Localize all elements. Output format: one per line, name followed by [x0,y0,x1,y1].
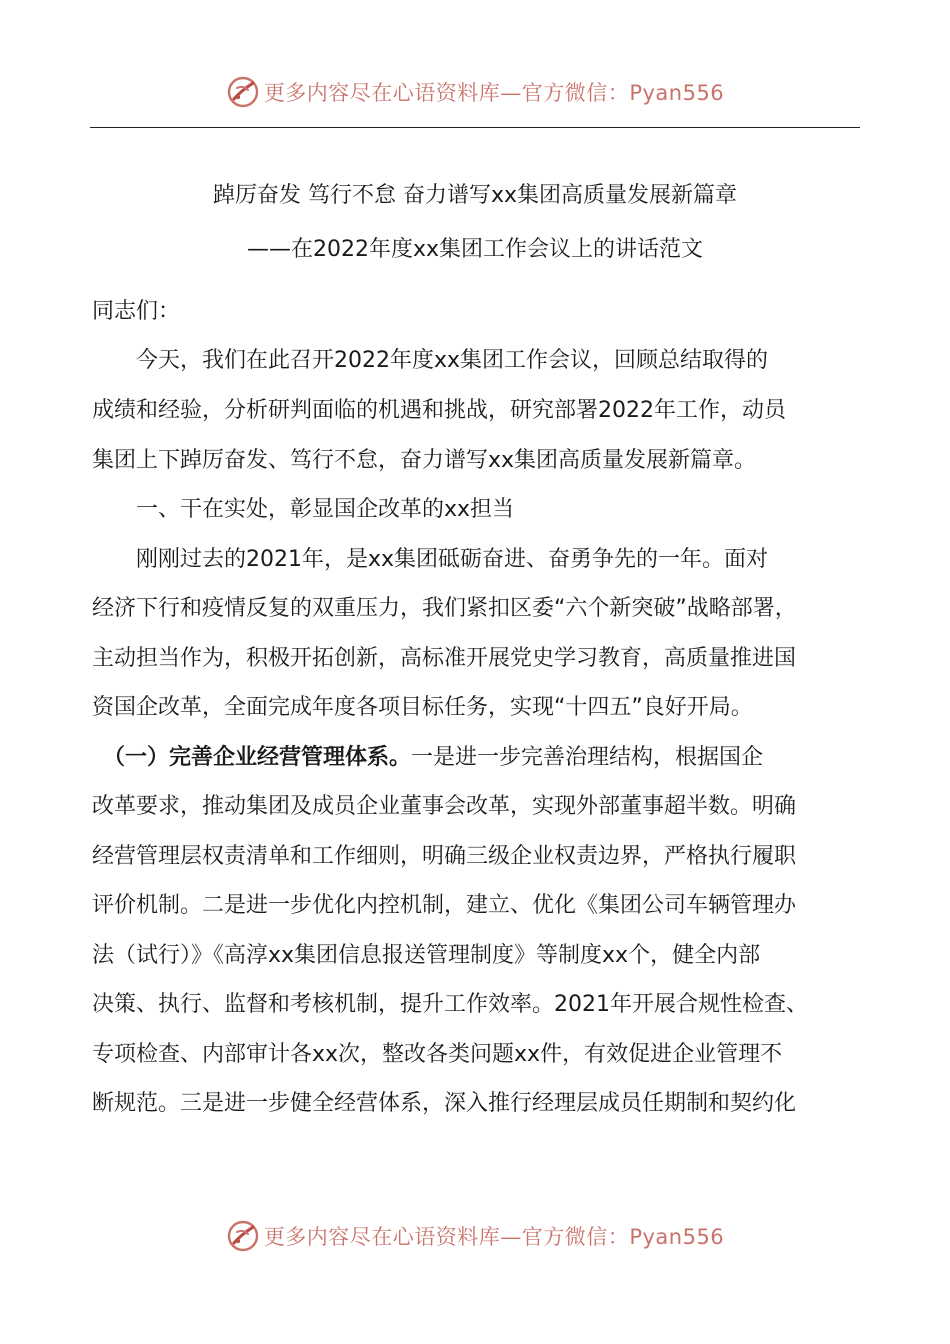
subsection-line [92,743,763,773]
body-line-4: 刚刚过去的2021年，是xx集团砥砺奋进、奋勇争先的一年。面对 [92,547,769,572]
body-line-3: 集团上下踔厉奋发、笃行不怠，奋力谱写xx集团高质量发展新篇章。 [92,448,757,473]
body-line-10: 评价机制。二是进一步优化内控机制，建立、优化《集团公司车辆管理办 [92,893,797,918]
subsection-heading: （一）完善企业经营管理体系。 [92,745,412,770]
body-line-5: 经济下行和疫情反复的双重压力，我们紧扣区委“六个新突破”战略部署， [92,596,797,621]
body-line-7: 资国企改革，全面完成年度各项目标任务，实现“十四五”良好开局。 [92,695,753,720]
watermark-label: 更多内容尽在心语资料库—官方微信： [263,81,630,105]
body-line-14: 断规范。三是进一步健全经营体系，深入推行经理层成员任期制和契约化 [92,1091,797,1116]
watermark-text [264,77,724,107]
body-line-8: 改革要求，推动集团及成员企业董事会改革，实现外部董事超半数。明确 [92,794,797,819]
body-line-9: 经营管理层权责清单和工作细则，明确三级企业权责边界，严格执行履职 [92,844,797,869]
document-subtitle: ——在2022年度xx集团工作会议上的讲话范文 [246,237,704,262]
body-line-6: 主动担当作为，积极开拓创新，高标准开展党史学习教育，高质量推进国 [92,646,797,671]
document-title: 踔厉奋发 笃行不怠 奋力谱写xx集团高质量发展新篇章 [212,183,738,208]
body-line-11: 法（试行）》《高淳xx集团信息报送管理制度》等制度xx个，健全内部 [92,943,761,968]
watermark-label: 更多内容尽在心语资料库—官方微信： [263,1225,630,1249]
body-line-13: 专项检查、内部审计各xx次，整改各类问题xx件，有效促进企业管理不 [92,1042,783,1067]
brush-logo-icon [226,75,260,109]
watermark-banner-top [0,72,950,112]
subsection-lead: 一是进一步完善治理结构，根据国企 [411,745,764,770]
watermark-handle: Pyan556 [629,1225,725,1249]
body-line-1: 今天，我们在此召开2022年度xx集团工作会议，回顾总结取得的 [92,348,769,373]
brush-logo-icon [226,1219,260,1253]
watermark-banner-bottom [0,1216,950,1256]
salutation: 同志们： [92,299,181,324]
section-heading-1: 一、干在实处，彰显国企改革的xx担当 [92,497,515,522]
watermark-handle: Pyan556 [629,81,725,105]
watermark-text [264,1221,724,1251]
body-line-2: 成绩和经验，分析研判面临的机遇和挑战，研究部署2022年工作，动员 [92,398,786,423]
body-line-12: 决策、执行、监督和考核机制，提升工作效率。2021年开展合规性检查、 [92,992,808,1017]
header-divider [90,127,860,128]
